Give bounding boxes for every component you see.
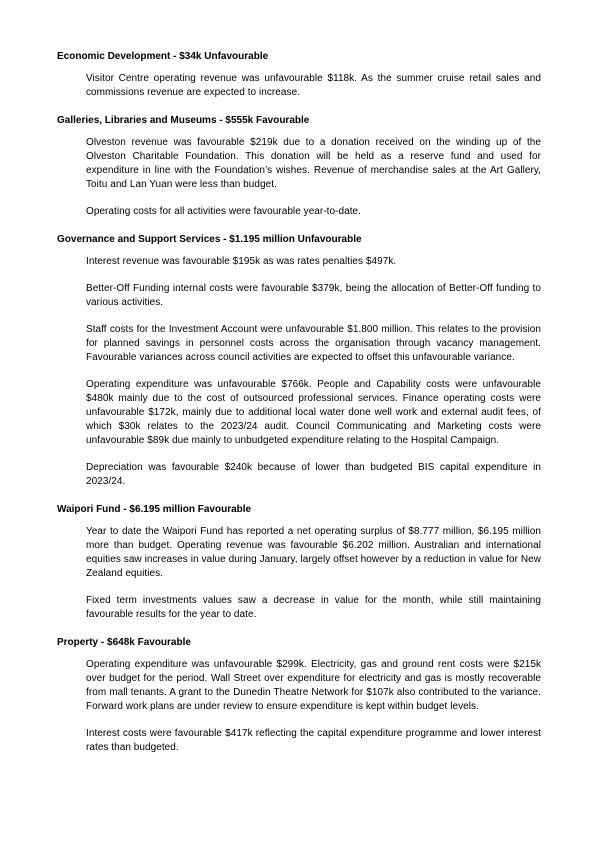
section-heading: Property - $648k Favourable [57,637,191,648]
paragraph: Visitor Centre operating revenue was unfavourable $118k. As the summer cruise retail sales and commissions revenue are expected to increase. [86,73,541,98]
paragraph: Staff costs for the Investment Account were unfavourable $1.800 million. This relates to the provision for planned savings in personnel costs across the organisation through vacancy management. Favourable variances across council activities are expected to offset this unfavourable variance. [86,324,541,363]
paragraph: Fixed term investments values saw a decrease in value for the month, while still maintaining favourable results for the year to date. [86,595,541,620]
section-governance-support-services [57,233,541,489]
section-economic-development [57,50,541,100]
paragraph: Operating expenditure was unfavourable $299k. Electricity, gas and ground rent costs were $215k over budget for the period. Wall Street over expenditure for electricity and gas is mostly recoverable from mall tenants. A grant to the Dunedin Theatre Network for $107k also contributed to the variance. Forward work plans are under review to ensure expenditure is kept within budget levels. [86,659,541,712]
section-galleries-libraries-museums [57,114,541,219]
paragraph: Olveston revenue was favourable $219k due to a donation received on the winding up of the Olveston Charitable Foundation. This donation will be held as a reserve fund and used for expenditure in line with the Foundation’s wishes. Revenue of merchandise sales at the Art Gallery, Toitu and Lan Yuan were less than budget. [86,137,541,190]
paragraph: Year to date the Waipori Fund has reported a net operating surplus of $8.777 million, $6.195 million more than budget. Operating revenue was favourable $6.202 million. Australian and international equities saw increases in value during January, largely offset however by a reduction in value for New Zealand equities. [86,526,541,579]
section-heading: Waipori Fund - $6.195 million Favourable [57,504,252,515]
section-heading: Economic Development - $34k Unfavourable [57,51,269,62]
section-property [57,636,541,755]
paragraph: Operating expenditure was unfavourable $766k. People and Capability costs were unfavourable $480k mainly due to the cost of outsourced professional services. Finance operating costs were unfavourable $172k, mainly due to additional local water done well work and external audit fees, of which $30k relates to the 2023/24 audit. Council Communicating and Marketing costs were unfavourable $89k due mainly to unbudgeted expenditure relating to the Hospital Campaign. [86,379,541,446]
paragraph: Interest revenue was favourable $195k as was rates penalties $497k. [86,256,397,267]
paragraph: Interest costs were favourable $417k reflecting the capital expenditure programme and lower interest rates than budgeted. [86,728,541,753]
section-heading: Galleries, Libraries and Museums - $555k Favourable [57,115,310,126]
paragraph: Operating costs for all activities were favourable year-to-date. [86,206,361,217]
paragraph: Depreciation was favourable $240k because of lower than budgeted BIS capital expenditure in 2023/24. [86,462,541,487]
section-waipori-fund [57,503,541,622]
paragraph: Better-Off Funding internal costs were favourable $379k, being the allocation of Better-Off funding to various activities. [86,283,541,308]
section-heading: Governance and Support Services - $1.195 million Unfavourable [57,234,362,245]
